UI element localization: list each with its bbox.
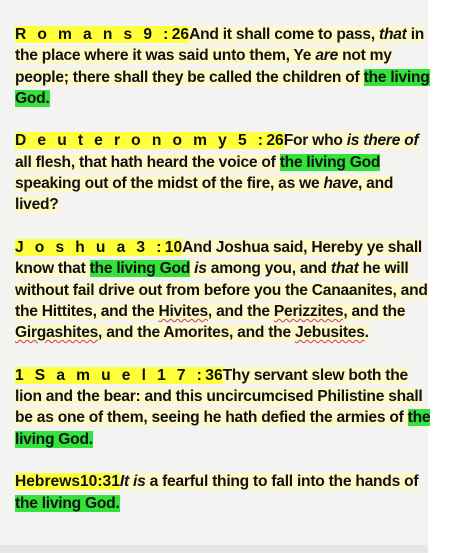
verse-reference: D e u t e r o n o m y 5 : bbox=[15, 132, 267, 150]
verse-hebrews bbox=[15, 471, 435, 514]
living-god-highlight: the living God bbox=[89, 260, 191, 278]
verse-reference: Hebrews10: bbox=[15, 473, 103, 491]
verse-text-italic: that bbox=[330, 260, 359, 278]
living-god-highlight: the living God. bbox=[15, 68, 430, 107]
verse-text: , and lived? bbox=[15, 175, 394, 214]
living-god-highlight: the living God. bbox=[15, 494, 120, 512]
verse-number: 31 bbox=[102, 473, 120, 491]
verse-text-italic: It is bbox=[119, 473, 146, 491]
verse-samuel bbox=[15, 365, 435, 450]
spellcheck-word: Girgashites bbox=[15, 324, 99, 342]
verse-text: all flesh, that hath heard the voice of bbox=[15, 153, 280, 171]
verse-deuteronomy bbox=[15, 130, 435, 215]
verse-number: 26 bbox=[266, 132, 284, 150]
verse-text: in the place where it was said unto them, Ye bbox=[15, 26, 425, 65]
verse-number: 26 bbox=[171, 26, 190, 43]
page-bottom-edge bbox=[0, 545, 428, 553]
verse-text: , and the Amorites, and the bbox=[98, 324, 295, 342]
verse-reference: J o s h u a 3 : bbox=[15, 238, 165, 256]
living-god-highlight: the living God bbox=[279, 153, 381, 171]
verse-text: speaking out of the midst of the fire, as we bbox=[15, 175, 324, 193]
verse-text-italic: that bbox=[379, 26, 407, 43]
verse-number: 10 bbox=[164, 238, 183, 256]
verse-text: For who bbox=[283, 132, 347, 150]
verse-text-italic: have bbox=[323, 175, 359, 193]
spellcheck-word: Hivites bbox=[158, 302, 208, 320]
verse-number: 36 bbox=[205, 366, 223, 384]
living-god-highlight: the living God. bbox=[15, 409, 431, 448]
spellcheck-word: Perizzites bbox=[273, 302, 344, 320]
verse-romans bbox=[15, 24, 435, 109]
spellcheck-word: Jebusites bbox=[294, 324, 365, 342]
document-body bbox=[15, 24, 435, 535]
verse-text: Thy servant slew both the lion and the bear: and this uncircumcised Philistine shall be as one of them, seeing he hath defied the armies of bbox=[15, 366, 423, 427]
verse-text-italic: is bbox=[194, 260, 207, 278]
verse-text: a fearful thing to fall into the hands of bbox=[145, 473, 419, 491]
verse-text: , and the bbox=[207, 302, 274, 320]
verse-reference: R o m a n s 9 : bbox=[15, 26, 172, 43]
verse-reference: 1 S a m u e l 1 7 : bbox=[15, 366, 206, 384]
verse-joshua bbox=[15, 237, 435, 343]
verse-text-italic: is there of bbox=[346, 132, 419, 150]
verse-text: he will without fail drive out from before you the Canaanites, and the Hittites, and the bbox=[15, 260, 428, 320]
verse-text: And it shall come to pass, bbox=[189, 26, 380, 43]
verse-text: among you, and bbox=[206, 260, 331, 278]
verse-text: . bbox=[364, 324, 369, 342]
verse-text: not my people; there shall they be called the children of bbox=[15, 47, 392, 86]
verse-text: And Joshua said, Hereby ye shall know that bbox=[15, 238, 423, 278]
verse-text-italic: are bbox=[315, 47, 338, 65]
verse-text: , and the bbox=[343, 302, 406, 320]
